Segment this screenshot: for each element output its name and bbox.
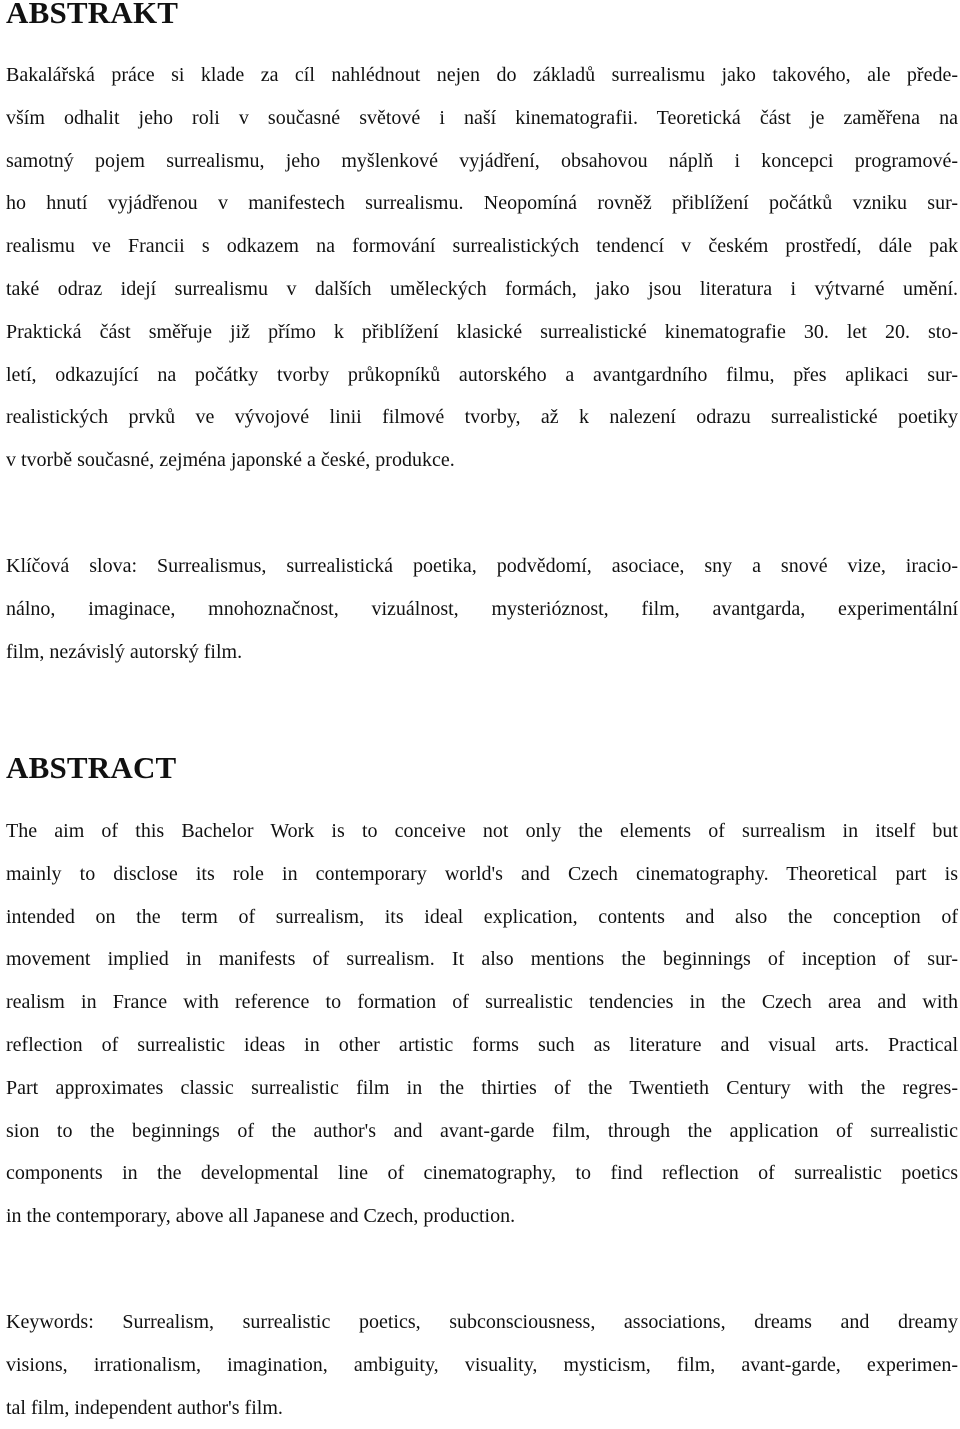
- english-abstract-line: movement implied in manifests of surrealism. It also mentions the beginnings of inception of sur-: [6, 948, 958, 971]
- english-abstract-paragraph: [6, 810, 958, 1238]
- english-keywords-line: tal film, independent author's film.: [6, 1396, 283, 1419]
- english-abstract-line: in the contemporary, above all Japanese and Czech, production.: [6, 1205, 516, 1228]
- english-abstract-line: components in the developmental line of cinematography, to find reflection of surrealistic poetics: [6, 1162, 958, 1185]
- czech-keywords-paragraph: [6, 545, 958, 673]
- english-keywords-line: Keywords: Surrealism, surrealistic poetics, subconsciousness, associations, dreams and dreamy: [6, 1311, 958, 1333]
- english-abstract-line: The aim of this Bachelor Work is to conceive not only the elements of surrealism in itself but: [6, 820, 958, 842]
- czech-abstract-line: také odraz idejí surrealismu v dalších uměleckých formách, jako jsou literatura i výtvarné umění.: [6, 277, 958, 300]
- czech-abstract-line: ho hnutí vyjádřenou v manifestech surrealismu. Neopomíná rovněž přiblížení počátků vzniku sur-: [6, 192, 958, 215]
- english-abstract-line: sion to the beginnings of the author's and avant-garde film, through the application of surrealistic: [6, 1119, 958, 1142]
- czech-abstract-line: Praktická část směřuje již přímo k přiblížení klasické surrealistické kinematografie 30. let 20. sto-: [6, 320, 958, 343]
- english-abstract-line: realism in France with reference to formation of surrealistic tendencies in the Czech area and with: [6, 991, 958, 1014]
- czech-keywords-line: nálno, imaginace, mnohoznačnost, vizuálnost, mysterióznost, film, avantgarda, experimentální: [6, 597, 958, 620]
- english-abstract-heading: ABSTRACT: [6, 750, 177, 785]
- czech-keywords-line: film, nezávislý autorský film.: [6, 640, 243, 663]
- english-keywords-paragraph: [6, 1301, 958, 1429]
- english-keywords-line: visions, irrationalism, imagination, ambiguity, visuality, mysticism, film, avant-garde, experimen-: [6, 1353, 958, 1376]
- czech-abstract-line: vším odhalit jeho roli v současné světové i naší kinematografii. Teoretická část je zaměřena na: [6, 106, 958, 129]
- czech-abstract-line: samotný pojem surrealismu, jeho myšlenkové vyjádření, obsahovou náplň i koncepci programové-: [6, 149, 958, 172]
- czech-abstract-heading: ABSTRAKT: [6, 0, 179, 30]
- czech-abstract-line: realistických prvků ve vývojové linii filmové tvorby, až k nalezení odrazu surrealistické poetiky: [6, 406, 958, 429]
- english-abstract-line: Part approximates classic surrealistic film in the thirties of the Twentieth Century with the regres-: [6, 1076, 958, 1099]
- english-abstract-line: intended on the term of surrealism, its ideal explication, contents and also the conception of: [6, 905, 958, 928]
- czech-abstract-line: v tvorbě současné, zejména japonské a české, produkce.: [6, 449, 455, 472]
- czech-abstract-line: Bakalářská práce si klade za cíl nahlédnout nejen do základů surrealismu jako takového, ale přede-: [6, 64, 958, 86]
- czech-keywords-line: Klíčová slova: Surrealismus, surrealistická poetika, podvědomí, asociace, sny a snové vize, iracio-: [6, 555, 958, 577]
- czech-abstract-paragraph: [6, 54, 958, 482]
- czech-abstract-line: letí, odkazující na počátky tvorby průkopníků autorského a avantgardního filmu, přes aplikaci sur-: [6, 363, 958, 386]
- english-abstract-line: mainly to disclose its role in contemporary world's and Czech cinematography. Theoretical part is: [6, 862, 958, 885]
- english-abstract-line: reflection of surrealistic ideas in other artistic forms such as literature and visual arts. Practical: [6, 1033, 958, 1056]
- czech-abstract-line: realismu ve Francii s odkazem na formování surrealistických tendencí v českém prostředí, dále pak: [6, 235, 958, 258]
